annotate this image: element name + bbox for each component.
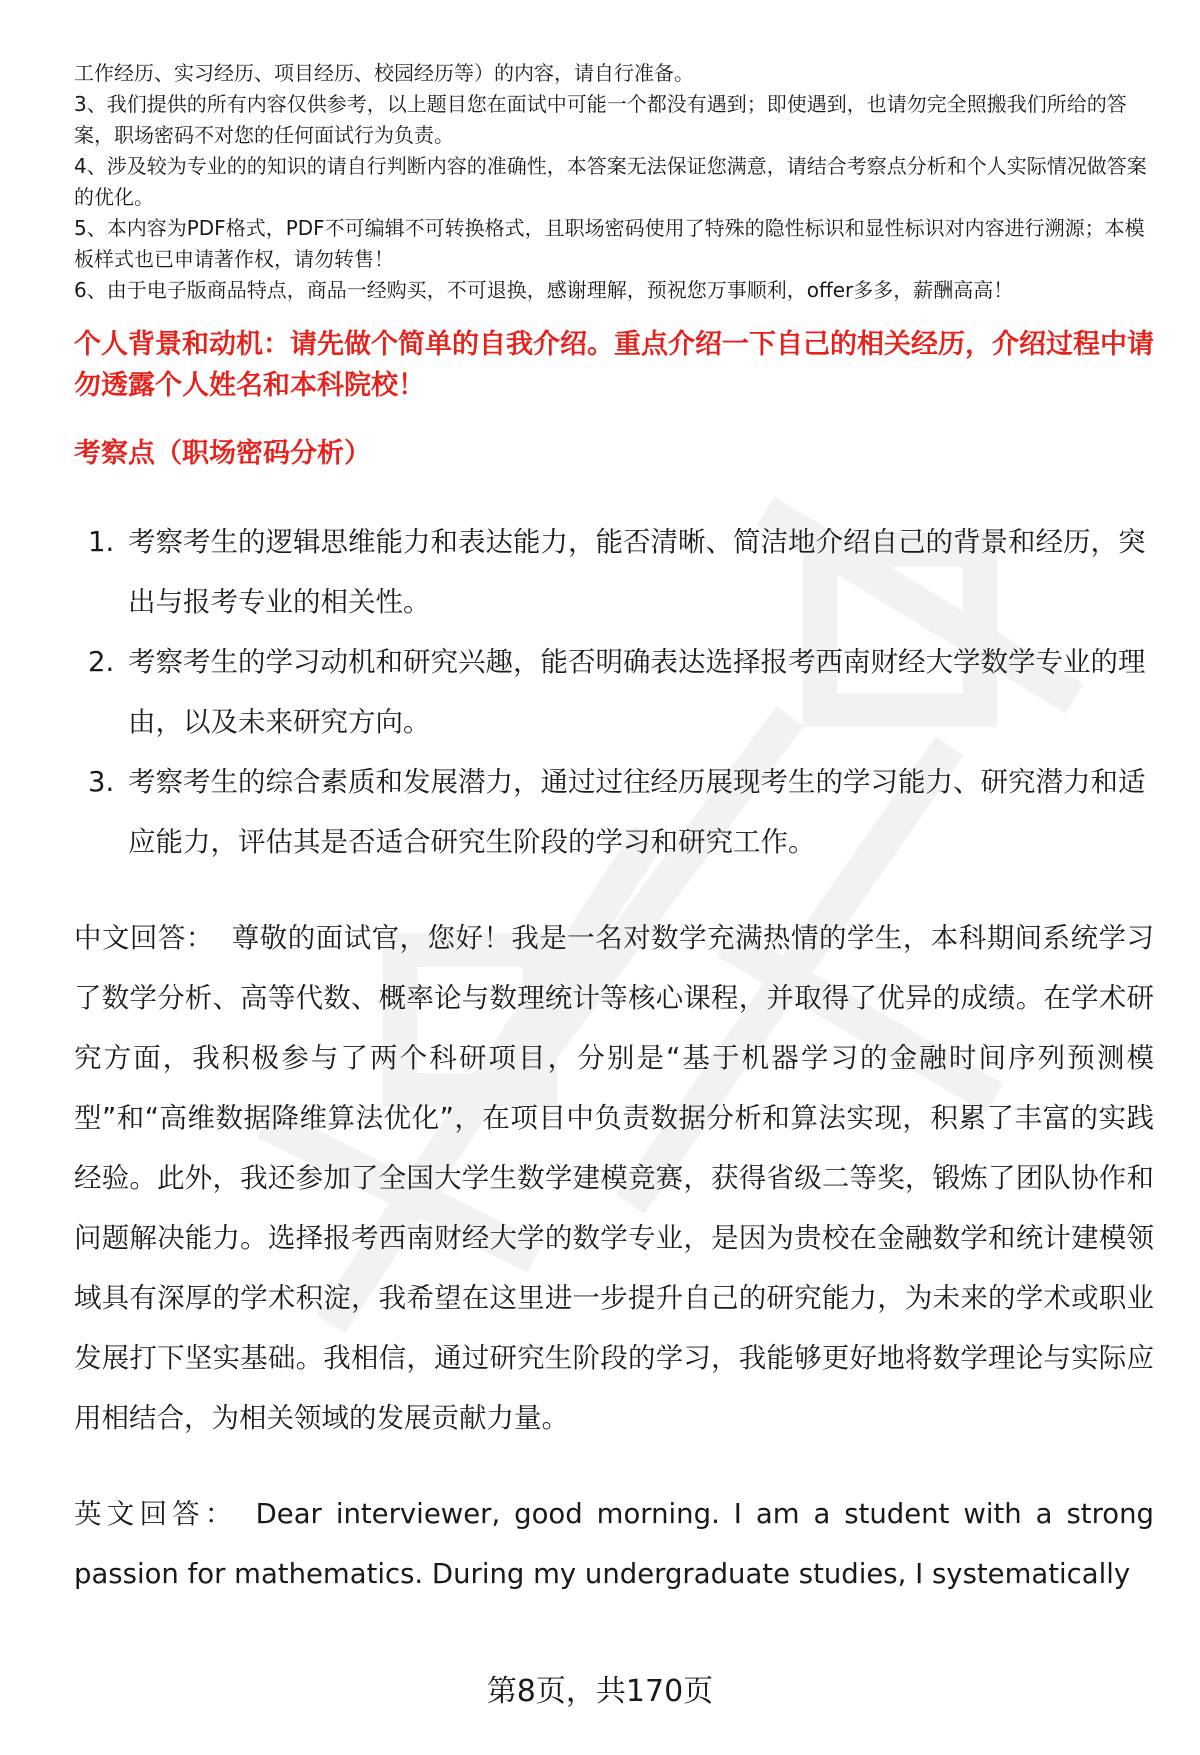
english-answer-text: Dear interviewer, good morning. I am a student with a strong passion for mathematics. During my undergraduate studies, I systematically	[74, 1498, 1154, 1590]
question-heading: 个人背景和动机：请先做个简单的自我介绍。重点介绍一下自己的相关经历，介绍过程中请勿透露个人姓名和本科院校！	[74, 329, 1154, 401]
list-item	[74, 632, 1154, 752]
analysis-heading: 考察点（职场密码分析）	[74, 438, 371, 469]
list-item	[74, 512, 1154, 632]
document-page	[74, 58, 1154, 1604]
list-item	[74, 752, 1154, 872]
list-item-text: 考察考生的综合素质和发展潜力，通过过往经历展现考生的学习能力、研究潜力和适应能力，评估其是否适合研究生阶段的学习和研究工作。	[128, 766, 1146, 858]
list-item-text: 考察考生的学习动机和研究兴趣，能否明确表达选择报考西南财经大学数学专业的理由，以及未来研究方向。	[128, 646, 1146, 738]
note-line: 6、由于电子版商品特点，商品一经购买，不可退换，感谢理解，预祝您万事顺利，offer多多，薪酬高高！	[74, 278, 1014, 302]
list-item-text: 考察考生的逻辑思维能力和表达能力，能否清晰、简洁地介绍自己的背景和经历，突出与报考专业的相关性。	[128, 526, 1146, 618]
english-answer-label: 英文回答：	[74, 1498, 238, 1530]
note-line: 3、我们提供的所有内容仅供参考，以上题目您在面试中可能一个都没有遇到；即使遇到，也请勿完全照搬我们所给的答案，职场密码不对您的任何面试行为负责。	[74, 92, 1127, 147]
note-line: 工作经历、实习经历、项目经历、校园经历等）的内容，请自行准备。	[74, 61, 694, 85]
list-item-number: 3.	[88, 766, 115, 798]
chinese-answer-label: 中文回答：	[74, 922, 214, 954]
chinese-answer	[74, 908, 1154, 1448]
list-item-number: 2.	[88, 646, 115, 678]
list-item-number: 1.	[88, 526, 115, 558]
chinese-answer-text: 尊敬的面试官，您好！我是一名对数学充满热情的学生，本科期间系统学习了数学分析、高等代数、概率论与数理统计等核心课程，并取得了优异的成绩。在学术研究方面，我积极参与了两个科研项目，分别是“基于机器学习的金融时间序列预测模型”和“高维数据降维算法优化”，在项目中负责数据分析和算法实现，积累了丰富的实践经验。此外，我还参加了全国大学生数学建模竞赛，获得省级二等奖，锻炼了团队协作和问题解决能力。选择报考西南财经大学的数学专业，是因为贵校在金融数学和统计建模领域具有深厚的学术积淀，我希望在这里进一步提升自己的研究能力，为未来的学术或职业发展打下坚实基础。我相信，通过研究生阶段的学习，我能够更好地将数学理论与实际应用相结合，为相关领域的发展贡献力量。	[74, 922, 1154, 1434]
note-line: 4、涉及较为专业的的知识的请自行判断内容的准确性，本答案无法保证您满意，请结合考察点分析和个人实际情况做答案的优化。	[74, 154, 1147, 209]
analysis-points-list	[74, 512, 1154, 872]
english-answer	[74, 1484, 1154, 1604]
page-number-footer: 第8页，共170页	[486, 1674, 714, 1709]
note-line: 5、本内容为PDF格式，PDF不可编辑不可转换格式，且职场密码使用了特殊的隐性标识和显性标识对内容进行溯源；本模板样式也已申请著作权，请勿转售！	[74, 216, 1145, 271]
